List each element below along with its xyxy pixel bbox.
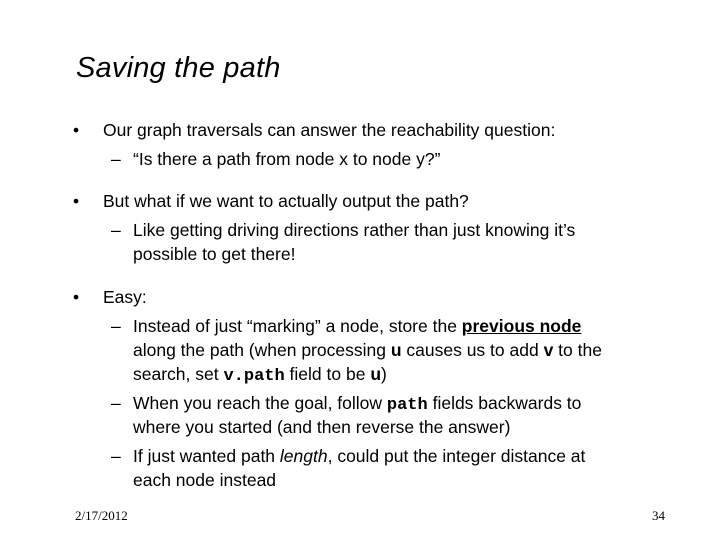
bullet-3-sub-2-line1	[133, 393, 693, 416]
bullet-2-sub-1-text: Like getting driving directions rather than just knowing it’s	[133, 220, 576, 240]
sub-bullet-marker: –	[111, 316, 121, 336]
sub-bullet-marker: –	[111, 220, 121, 240]
bullet-3-text: Easy:	[103, 287, 147, 307]
code-path: path	[386, 396, 428, 415]
text-run: search, set	[133, 364, 224, 384]
bullet-1-sub-1-text: “Is there a path from node x to node y?”	[133, 149, 441, 169]
footer-date: 2/17/2012	[75, 508, 128, 523]
bullet-3-sub-1-line3	[133, 364, 693, 387]
bullet-3-sub-3-line2: each node instead	[133, 470, 277, 490]
bullet-marker: •	[73, 191, 80, 211]
sub-bullet-marker: –	[111, 446, 121, 466]
text-run: , could put the integer distance at	[327, 446, 586, 466]
bullet-3-sub-3-line1	[133, 446, 693, 467]
text-run: along the path (when processing	[133, 340, 391, 360]
previous-node-emphasis: previous node	[461, 316, 582, 336]
var-u: u	[390, 340, 402, 360]
var-v: v	[543, 340, 554, 360]
bullet-2-text: But what if we want to actually output the path?	[103, 191, 469, 211]
text-run: field to be	[284, 364, 371, 384]
slide-title: Saving the path	[76, 52, 281, 84]
bullet-3-sub-1-line1	[133, 316, 693, 337]
bullet-3-sub-1-line2	[133, 340, 693, 361]
sub-bullet-marker: –	[111, 149, 121, 169]
code-v-path: v.path	[223, 367, 285, 386]
text-run: causes us to add	[401, 340, 544, 360]
text-run: When you reach the goal, follow	[133, 393, 387, 413]
bullet-marker: •	[73, 287, 80, 307]
text-run: fields backwards to	[427, 393, 582, 413]
bullet-1-text: Our graph traversals can answer the reachability question:	[103, 120, 556, 140]
bullet-3-sub-2-line2: where you started (and then reverse the answer)	[133, 417, 511, 437]
text-run: Instead of just “marking” a node, store the	[133, 316, 462, 336]
var-u: u	[370, 364, 382, 384]
length-emphasis: length	[279, 446, 328, 466]
sub-bullet-marker: –	[111, 393, 121, 413]
text-run: to the	[553, 340, 602, 360]
text-run: )	[381, 364, 387, 384]
page-number: 34	[652, 508, 665, 523]
bullet-marker: •	[73, 120, 80, 140]
text-run: If just wanted path	[133, 446, 280, 466]
bullet-2-sub-1-text-line2: possible to get there!	[133, 244, 296, 264]
